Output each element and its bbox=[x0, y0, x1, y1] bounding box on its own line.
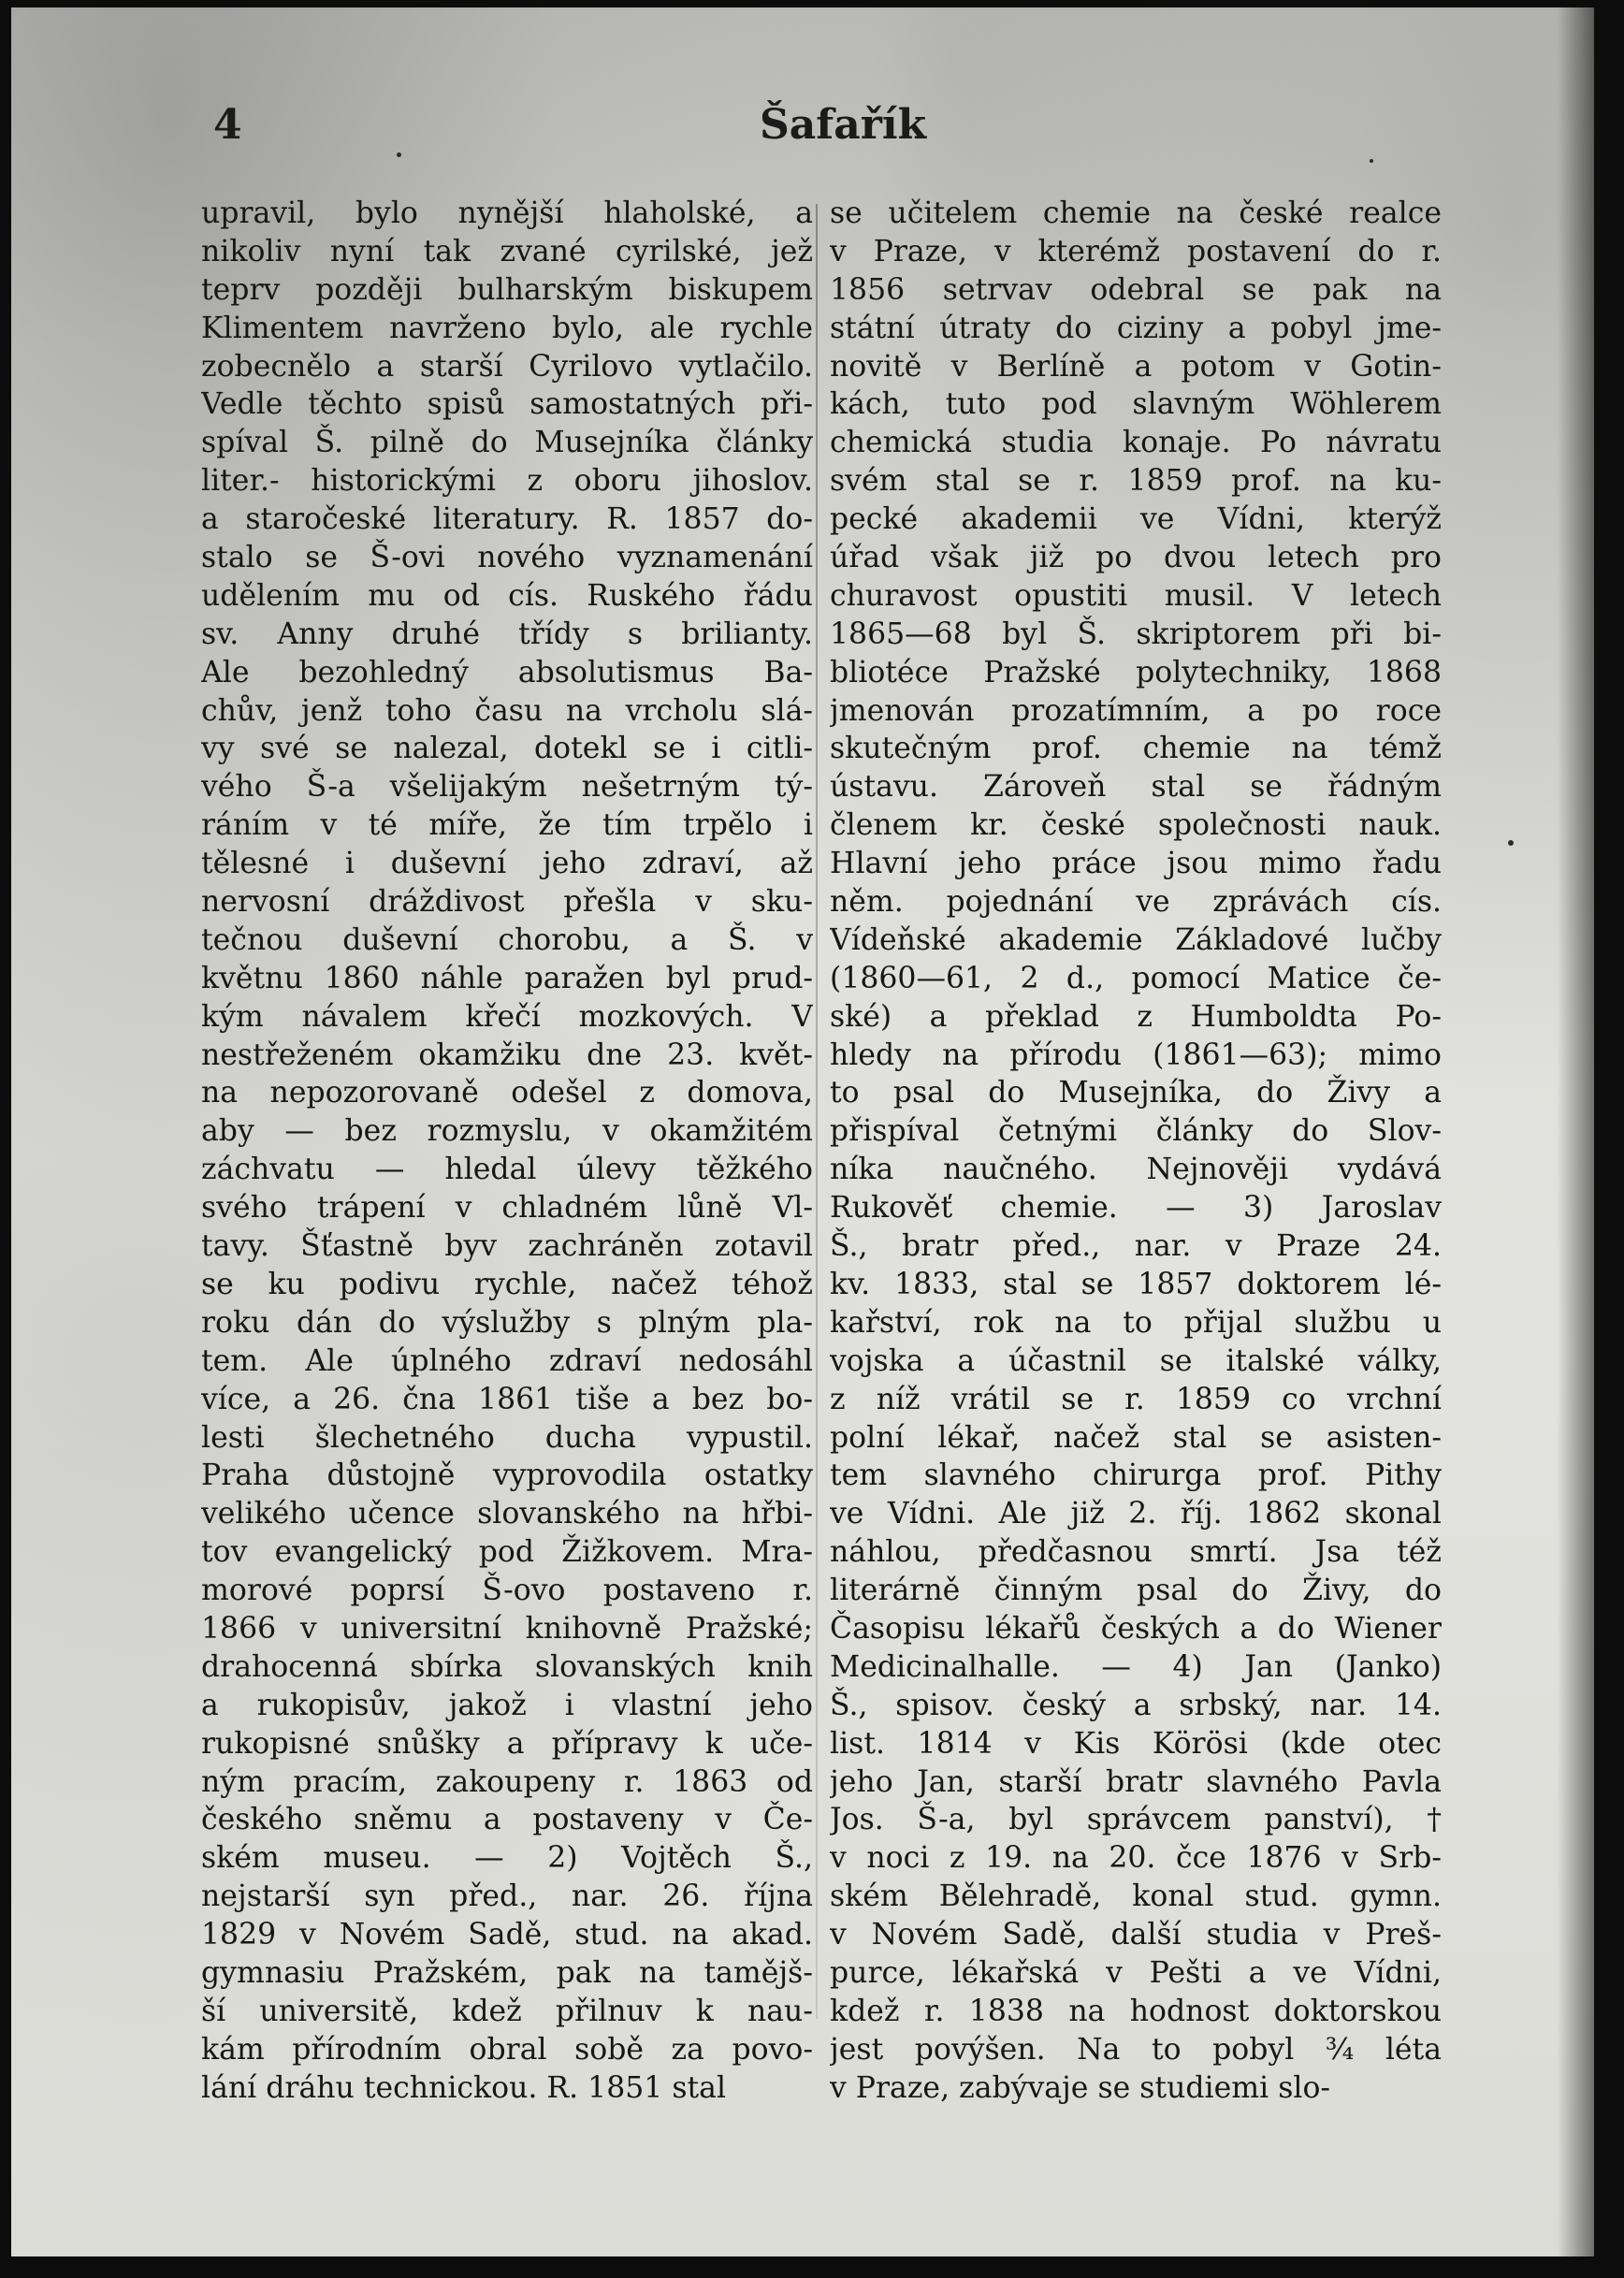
text-line: 1866 v universitní knihovně Pražské; bbox=[201, 1611, 813, 1646]
text-line: tov evangelický pod Žižkovem. Mra- bbox=[201, 1535, 813, 1570]
text-line: v Novém Sadě, další studia v Preš- bbox=[830, 1918, 1442, 1952]
text-line: ském Bělehradě, konal stud. gymn. bbox=[830, 1879, 1442, 1914]
text-line: kv. 1833, stal se 1857 doktorem lé- bbox=[830, 1267, 1442, 1301]
ink-speck bbox=[1370, 159, 1373, 163]
text-line: vojska a účastnil se italské války, bbox=[830, 1343, 1442, 1378]
text-line: lání dráhu technickou. R. 1851 stal bbox=[201, 2070, 727, 2105]
text-line: v noci z 19. na 20. čce 1876 v Srb- bbox=[830, 1841, 1442, 1876]
text-line: níka naučného. Nejnověji vydává bbox=[830, 1153, 1442, 1187]
text-line: úřad však již po dvou letech pro bbox=[830, 541, 1442, 575]
text-line: na nepozorovaně odešel z domova, bbox=[201, 1076, 813, 1110]
text-line: ným pracím, zakoupeny r. 1863 od bbox=[201, 1764, 813, 1799]
text-line: kám přírodním obral sobě za povo- bbox=[201, 2032, 813, 2067]
text-line: gymnasiu Pražském, pak na tamějš- bbox=[201, 1955, 813, 1990]
text-line: zobecnělo a starší Cyrilovo vytlačilo. bbox=[201, 349, 813, 384]
text-line: ústavu. Zároveň stal se řádným bbox=[830, 770, 1442, 805]
text-line: Vídeňské akademie Základové lučby bbox=[830, 922, 1442, 957]
text-line: Ale bezohledný absolutismus Ba- bbox=[201, 655, 813, 689]
text-line: 1865—68 byl Š. skriptorem při bi- bbox=[830, 617, 1442, 651]
text-line: tělesné i duševní jeho zdraví, až bbox=[201, 847, 813, 881]
text-line: aby — bez rozmyslu, v okamžitém bbox=[201, 1114, 813, 1149]
text-line: Jos. Š-a, byl správcem panství), † bbox=[830, 1803, 1442, 1837]
text-line: tavy. Šťastně byv zachráněn zotavil bbox=[201, 1229, 813, 1264]
text-line: liter.- historickými z oboru jihoslov. bbox=[201, 464, 813, 499]
text-line: literárně činným psal do Živy, do bbox=[830, 1574, 1442, 1608]
text-line: státní útraty do ciziny a pobyl jme- bbox=[830, 311, 1442, 345]
text-line: svém stal se r. 1859 prof. na ku- bbox=[830, 464, 1442, 499]
text-line: členem kr. české společnosti nauk. bbox=[830, 808, 1442, 843]
text-line: udělením mu od cís. Ruského řádu bbox=[201, 578, 813, 613]
text-line: květnu 1860 náhle paražen byl prud- bbox=[201, 961, 813, 995]
ink-speck bbox=[1508, 840, 1514, 846]
text-line: Medicinalhalle. — 4) Jan (Janko) bbox=[830, 1649, 1442, 1684]
text-line: ské) a překlad z Humboldta Po- bbox=[830, 999, 1442, 1034]
text-line: svého trápení v chladném lůně Vl- bbox=[201, 1191, 813, 1226]
text-line: Š., bratr před., nar. v Praze 24. bbox=[830, 1229, 1442, 1264]
text-line: vy své se nalezal, dotekl se i citli- bbox=[201, 732, 813, 766]
running-head: Šafařík bbox=[760, 101, 927, 149]
text-line: Praha důstojně vyprovodila ostatky bbox=[201, 1458, 813, 1493]
text-line: nestřeženém okamžiku dne 23. květ- bbox=[201, 1037, 813, 1072]
text-line: churavost opustiti musil. V letech bbox=[830, 578, 1442, 613]
text-line: nervosní dráždivost přešla v sku- bbox=[201, 885, 813, 920]
text-line: a staročeské literatury. R. 1857 do- bbox=[201, 502, 813, 537]
text-line: českého sněmu a postaveny v Če- bbox=[201, 1803, 813, 1837]
text-line: teprv později bulharským biskupem bbox=[201, 272, 813, 307]
text-line: morové poprsí Š-ovo postaveno r. bbox=[201, 1574, 813, 1608]
text-line: v Praze, zabývaje se studiemi slo- bbox=[830, 2070, 1331, 2105]
text-line: záchvatu — hledal úlevy těžkého bbox=[201, 1153, 813, 1187]
text-line: lesti šlechetného ducha vypustil. bbox=[201, 1420, 813, 1455]
scanned-page bbox=[11, 7, 1594, 2256]
text-line: ráním v té míře, že tím trpělo i bbox=[201, 808, 813, 843]
text-line: roku dán do výslužby s plným pla- bbox=[201, 1305, 813, 1340]
text-line: nikoliv nyní tak zvané cyrilské, jež bbox=[201, 234, 813, 268]
text-line: purce, lékařská v Pešti a ve Vídni, bbox=[830, 1955, 1442, 1990]
text-line: přispíval četnými články do Slov- bbox=[830, 1114, 1442, 1149]
right-column bbox=[830, 195, 1442, 2108]
text-line: jmenován prozatímním, a po roce bbox=[830, 693, 1442, 728]
text-line: sv. Anny druhé třídy s brilianty. bbox=[201, 617, 813, 651]
text-line: Klimentem navrženo bylo, ale rychle bbox=[201, 311, 813, 345]
text-line: hledy na přírodu (1861—63); mimo bbox=[830, 1037, 1442, 1072]
text-line: Hlavní jeho práce jsou mimo řadu bbox=[830, 847, 1442, 881]
text-line: chemická studia konaje. Po návratu bbox=[830, 426, 1442, 460]
text-line: spíval Š. pilně do Musejníka články bbox=[201, 426, 813, 460]
text-line: Časopisu lékařů českých a do Wiener bbox=[830, 1611, 1442, 1646]
text-line: rukopisné snůšky a přípravy k uče- bbox=[201, 1726, 813, 1761]
text-line: 1856 setrvav odebral se pak na bbox=[830, 272, 1442, 307]
text-line: jeho Jan, starší bratr slavného Pavla bbox=[830, 1764, 1442, 1799]
text-line: chův, jenž toho času na vrcholu slá- bbox=[201, 693, 813, 728]
text-line: kách, tuto pod slavným Wöhlerem bbox=[830, 387, 1442, 422]
text-line: Rukověť chemie. — 3) Jaroslav bbox=[830, 1191, 1442, 1226]
text-line: novitě v Berlíně a potom v Gotin- bbox=[830, 349, 1442, 384]
text-line: velikého učence slovanského na hřbi- bbox=[201, 1497, 813, 1531]
text-line: tečnou duševní chorobu, a Š. v bbox=[201, 922, 813, 957]
text-line: 1829 v Novém Sadě, stud. na akad. bbox=[201, 1918, 813, 1952]
text-line: list. 1814 v Kis Körösi (kde otec bbox=[830, 1726, 1442, 1761]
text-line: (1860—61, 2 d., pomocí Matice če- bbox=[830, 961, 1442, 995]
text-line: to psal do Musejníka, do Živy a bbox=[830, 1076, 1442, 1110]
text-line: více, a 26. čna 1861 tiše a bez bo- bbox=[201, 1382, 813, 1416]
page-number: 4 bbox=[213, 101, 242, 149]
text-line: kařství, rok na to přijal službu u bbox=[830, 1305, 1442, 1340]
text-line: z níž vrátil se r. 1859 co vrchní bbox=[830, 1382, 1442, 1416]
text-line: ském museu. — 2) Vojtěch Š., bbox=[201, 1841, 813, 1876]
text-line: drahocenná sbírka slovanských knih bbox=[201, 1649, 813, 1684]
text-line: kým návalem křečí mozkových. V bbox=[201, 999, 813, 1034]
text-line: Vedle těchto spisů samostatných při- bbox=[201, 387, 813, 422]
text-line: jest povýšen. Na to pobyl ¾ léta bbox=[830, 2032, 1442, 2067]
text-line: pecké akademii ve Vídni, kterýž bbox=[830, 502, 1442, 537]
text-line: Š., spisov. český a srbský, nar. 14. bbox=[830, 1688, 1442, 1722]
text-line: upravil, bylo nynější hlaholské, a bbox=[201, 196, 813, 230]
text-line: tem slavného chirurga prof. Pithy bbox=[830, 1458, 1442, 1493]
text-line: v Praze, v kterémž postavení do r. bbox=[830, 234, 1442, 268]
ink-speck bbox=[397, 152, 401, 157]
text-line: ší universitě, kdež přilnuv k nau- bbox=[201, 1994, 813, 2028]
text-line: bliotéce Pražské polytechniky, 1868 bbox=[830, 655, 1442, 689]
text-line: vého Š-a všelijakým nešetrným tý- bbox=[201, 770, 813, 805]
column-divider bbox=[816, 204, 818, 2019]
text-line: stalo se Š-ovi nového vyznamenání bbox=[201, 541, 813, 575]
page-edge-shadow bbox=[1557, 7, 1594, 2256]
page-header bbox=[11, 101, 1594, 157]
text-line: a rukopisův, jakož i vlastní jeho bbox=[201, 1688, 813, 1722]
text-line: se učitelem chemie na české realce bbox=[830, 196, 1442, 230]
text-line: něm. pojednání ve zprávách cís. bbox=[830, 885, 1442, 920]
text-line: náhlou, předčasnou smrtí. Jsa též bbox=[830, 1535, 1442, 1570]
text-line: skutečným prof. chemie na témž bbox=[830, 732, 1442, 766]
text-line: nejstarší syn před., nar. 26. října bbox=[201, 1879, 813, 1914]
text-line: tem. Ale úplného zdraví nedosáhl bbox=[201, 1343, 813, 1378]
left-column bbox=[201, 195, 813, 2108]
text-line: polní lékař, načež stal se asisten- bbox=[830, 1420, 1442, 1455]
text-line: kdež r. 1838 na hodnost doktorskou bbox=[830, 1994, 1442, 2028]
text-line: ve Vídni. Ale již 2. říj. 1862 skonal bbox=[830, 1497, 1442, 1531]
text-line: se ku podivu rychle, načež téhož bbox=[201, 1267, 813, 1301]
